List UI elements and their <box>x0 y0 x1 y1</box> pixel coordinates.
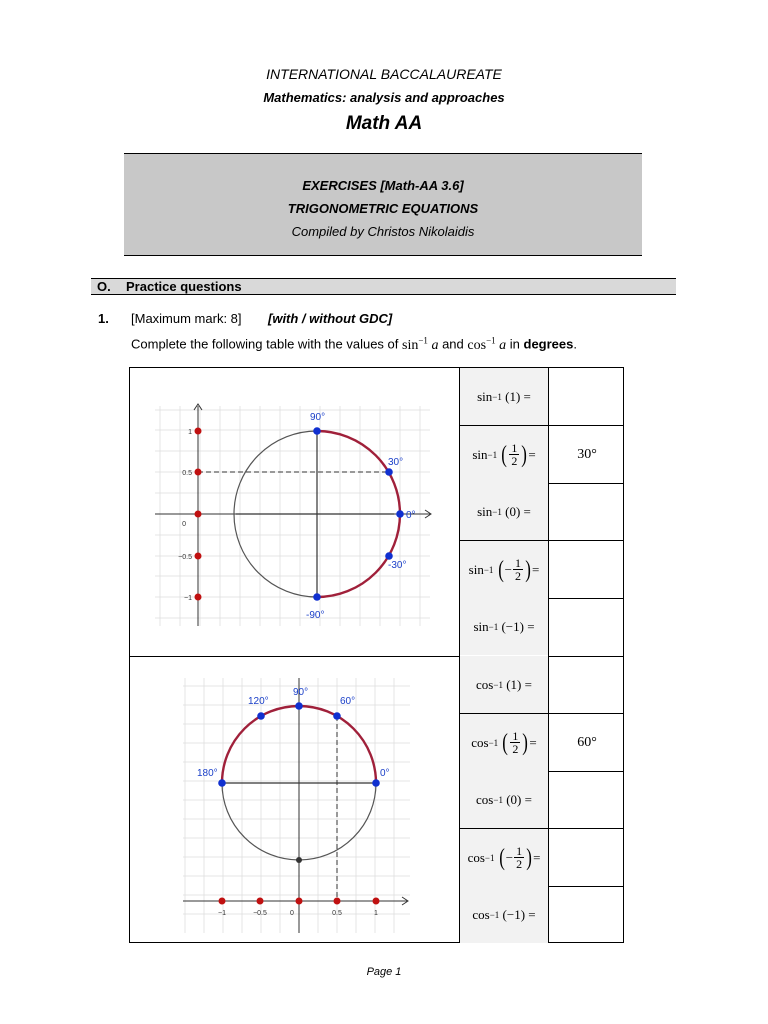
angle-label: -90° <box>306 610 325 621</box>
answer-cell[interactable] <box>549 483 625 540</box>
exercise-code: EXERCISES [Math-AA 3.6] <box>302 178 464 193</box>
tick-label: −1 <box>218 910 226 917</box>
angle-label: 60° <box>340 696 356 707</box>
sin-unit-circle-diagram <box>150 396 440 636</box>
org-title: INTERNATIONAL BACCALAUREATE <box>266 66 502 82</box>
section-title: Practice questions <box>126 279 242 294</box>
cos-inv-half: cos −1 ( $\frac{1}{2}$ ) = <box>460 714 548 771</box>
sin-inv-half: sin −1 ( $\frac{1}{2}$ ) = <box>460 426 548 483</box>
question-gdc: [with / without GDC] <box>268 311 393 326</box>
tick-label: 0.5 <box>332 910 342 917</box>
sin-inv-1: sin −1 (1) = <box>460 368 548 425</box>
answer-cell[interactable] <box>549 829 625 886</box>
cos-inv-1: cos −1 (1) = <box>460 656 548 713</box>
answer-table <box>129 367 624 943</box>
compiler: Compiled by Christos Nikolaidis <box>291 224 475 239</box>
question-mark: [Maximum mark: 8] <box>131 311 242 326</box>
title-box <box>124 153 642 256</box>
answer-cell[interactable] <box>549 598 625 655</box>
cos-inv-0: cos −1 (0) = <box>460 771 548 828</box>
section-label: O. <box>97 279 111 294</box>
angle-label: 90° <box>310 412 326 423</box>
angle-label: 90° <box>293 687 309 698</box>
tick-label: 0 <box>290 910 294 917</box>
answer-cell[interactable] <box>549 656 625 713</box>
tick-label: 1 <box>374 910 378 917</box>
cos-unit-circle-diagram <box>175 673 415 938</box>
angle-label: 0° <box>380 768 390 779</box>
angle-label: -30° <box>388 560 407 571</box>
sin-inv-neg-half: sin −1 ( − $\frac{1}{2}$ ) = <box>460 541 548 598</box>
tick-label: 0 <box>182 521 186 528</box>
course-title: Math AA <box>345 113 423 134</box>
answer-cell[interactable] <box>549 541 625 598</box>
sin-inv-neg-1: sin −1 (−1) = <box>460 598 548 655</box>
topic-title: TRIGONOMETRIC EQUATIONS <box>287 201 479 216</box>
section-bar <box>91 278 676 295</box>
tick-label: 0.5 <box>182 470 192 477</box>
answer-cell[interactable] <box>549 771 625 828</box>
tick-label: −0.5 <box>178 554 192 561</box>
sin-inv-0: sin −1 (0) = <box>460 483 548 540</box>
answer-cell[interactable]: 30° <box>577 446 597 462</box>
tick-label: −1 <box>184 595 192 602</box>
answer-cell[interactable] <box>549 886 625 943</box>
tick-label: −0.5 <box>253 910 267 917</box>
cos-inv-neg-1: cos −1 (−1) = <box>460 886 548 943</box>
cos-inv-neg-half: cos −1 ( − $\frac{1}{2}$ ) = <box>460 829 548 886</box>
question-number: 1. <box>98 311 109 326</box>
answer-cell[interactable]: 60° <box>577 734 597 750</box>
question-text: Complete the following table with the values of $\sin^{-1} a$ and $\cos^{-1} a$ in degrees. <box>131 335 578 353</box>
tick-label: 1 <box>188 429 192 436</box>
course-subtitle: Mathematics: analysis and approaches <box>263 90 505 105</box>
angle-label: 120° <box>248 696 269 707</box>
answer-cell[interactable] <box>549 368 625 425</box>
angle-label: 30° <box>388 457 404 468</box>
page-number: Page 1 <box>366 966 402 978</box>
angle-label: 0° <box>406 510 416 521</box>
angle-label: 180° <box>197 768 218 779</box>
